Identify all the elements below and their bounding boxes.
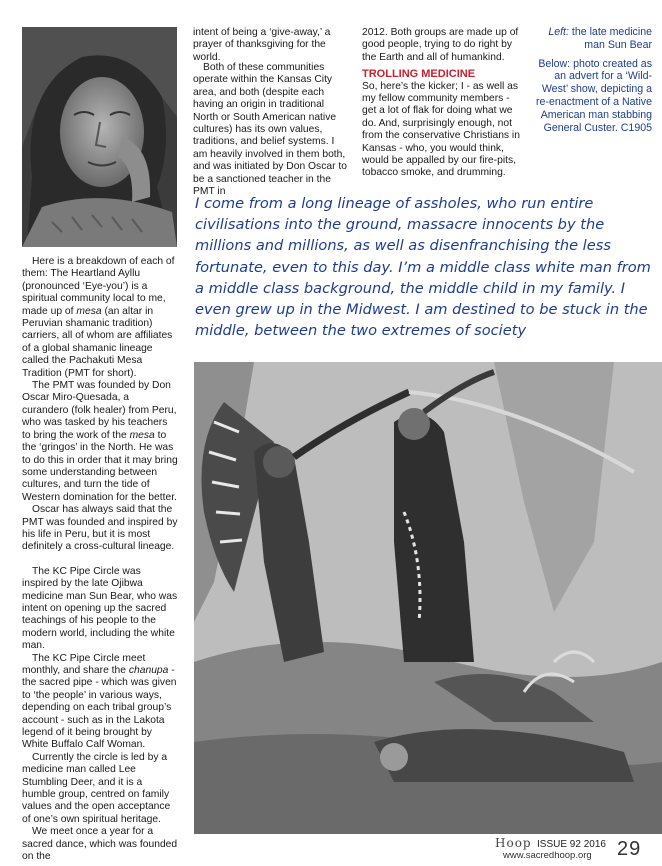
portrait-photo bbox=[22, 27, 177, 247]
pull-quote: I come from a long lineage of assholes, who run entire civilisations into the ground, massacre innocents by the millions and millions, as well as disenfranchising the less fortunate, even to this day. I’m a middle class white man from a middle class background, the middle child in my family. I even grew up in the Midwest. I am destined to be stuck in the middle, between the two extremes of society bbox=[195, 195, 651, 340]
paragraph-communities: Both of these communities operate within the Kansas City area, and both (despite each having an origin in traditional North or South American native cultures) has its own values, traditions, and belief systems. I am heavily involved in them both, and was initiated by Don Oscar to be a sanctioned teacher in the PMT in bbox=[193, 62, 347, 198]
paragraph-oscar: Oscar has always said that the PMT was founded and inspired by his life in Peru, but it is most definitely a cross-cultural lineage. bbox=[22, 504, 178, 553]
paragraph-heartland-ayllu: Here is a breakdown of each of them: The Heartland Ayllu (pronounced ‘Eye-you’) is a spiritual community local to me, made up of mesa (an altar in Peruvian shamanic tradition) carriers, all of whom are affiliates of a global shamanic lineage called the Pachakuti Mesa Tradition (PMT for short). bbox=[22, 256, 175, 379]
caption-below: Below: photo created as an advert for a ‘Wild-West’ show, depicting a re-enactment of a Native American man stabbing General Custer. C1905 bbox=[536, 57, 652, 134]
right-column bbox=[362, 27, 522, 180]
portrait-illustration bbox=[22, 27, 177, 247]
left-column bbox=[22, 256, 178, 864]
paragraph-stumbling-deer: Currently the circle is led by a medicine man called Lee Stumbling Deer, and it is a humble group, centred on family values and the open acceptance of one’s own spiritual heritage. bbox=[22, 751, 171, 825]
website-url[interactable]: www.sacredhoop.org bbox=[503, 850, 592, 861]
wild-west-illustration bbox=[194, 362, 662, 834]
paragraph-sacred-dance: We meet once a year for a sacred dance, which was founded on the bbox=[22, 826, 178, 863]
caption-left: Left: the late medicine man Sun Bear bbox=[548, 26, 652, 51]
paragraph-kc-pipe-circle: The KC Pipe Circle was inspired by the late Ojibwa medicine man Sun Bear, who was intent on opening up the sacred teachings of his people to the modern world, including the white man. bbox=[22, 565, 178, 652]
middle-column-top bbox=[193, 27, 348, 64]
paragraph-pmt-founding: The PMT was founded by Don Oscar Miro-Quesada, a curandero (folk healer) from Peru, who was tasked by his teachers to bring the work of the mesa to the ‘gringos’ in the North. He was to do this in order that it may bring some understanding between cultures, and turn the tide of Western domination for the better. bbox=[22, 380, 178, 503]
magazine-name: Hoop bbox=[495, 836, 532, 850]
paragraph-chanupa: The KC Pipe Circle meet monthly, and share the chanupa - the sacred pipe - which was given to ‘the people’ in various ways, depending on each tribal group’s account - such as in the Lakota legend of it being brought by White Buffalo Calf Woman. bbox=[22, 652, 177, 751]
wild-west-photo bbox=[194, 362, 662, 834]
issue-label: ISSUE 92 2016 bbox=[537, 839, 606, 850]
section-heading: TROLLING MEDICINE bbox=[362, 68, 476, 81]
paragraph-give-away: intent of being a ‘give-away,’ a prayer of thanksgiving for the world. bbox=[193, 27, 331, 63]
paragraph-kicker: So, here’s the kicker; I - as well as my fellow community members - get a lot of flak for doing what we do. And, surprisingly enough, not from the conservative Christians in Kansas - who, you would think, would be appalled by our fire-pits, tobacco smoke, and drumming. bbox=[362, 80, 520, 179]
page-number: 29 bbox=[617, 838, 642, 860]
photo-caption bbox=[532, 26, 652, 134]
middle-column bbox=[193, 62, 348, 198]
page-footer bbox=[435, 836, 655, 864]
paragraph-good-people: 2012. Both groups are made up of good people, trying to do right by the Earth and all of humankind. bbox=[362, 27, 519, 63]
